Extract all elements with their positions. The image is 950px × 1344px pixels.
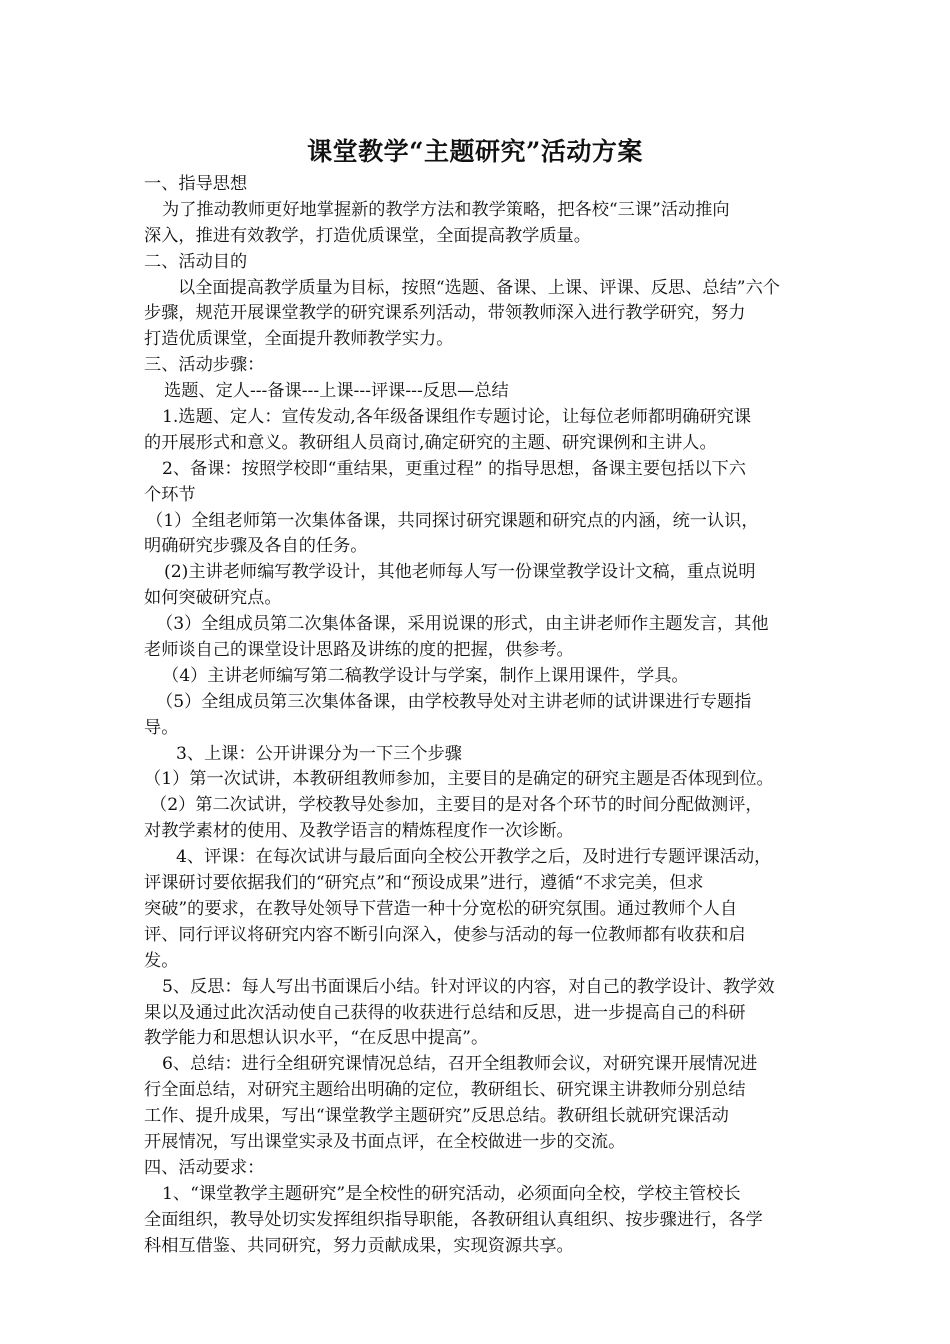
text-line: 以全面提高教学质量为目标，按照“选题、备课、上课、评课、反思、总结”六个 — [178, 277, 780, 298]
text-line: 如何突破研究点。 — [144, 588, 282, 609]
text-line: 老师谈自己的课堂设计思路及讲练的度的把握，供参考。 — [144, 640, 574, 661]
text-line: 深入，推进有效教学，打造优质课堂，全面提高教学质量。 — [144, 225, 591, 246]
text-line: 3、上课：公开讲课分为一下三个步骤 — [176, 743, 462, 764]
text-line: 科相互借鉴、共同研究，努力贡献成果，实现资源共享。 — [144, 1235, 574, 1256]
text-line: (2)主讲老师编写教学设计，其他老师每人写一份课堂教学设计文稿，重点说明 — [164, 562, 756, 583]
text-line: 行全面总结，对研究主题给出明确的定位，教研组长、研究课主讲教师分别总结 — [144, 1080, 746, 1101]
text-line: （1）第一次试讲，本教研组教师参加，主要目的是确定的研究主题是否体现到位。 — [144, 769, 774, 790]
text-line: （3）全组成员第二次集体备课，采用说课的形式，由主讲老师作主题发言，其他 — [156, 614, 769, 635]
text-line: 三、活动步骤： — [144, 355, 265, 376]
text-line: 步骤，规范开展课堂教学的研究课系列活动，带领教师深入进行教学研究，努力 — [144, 303, 746, 324]
text-line: 四、活动要求： — [144, 1157, 265, 1178]
text-line: 6、总结：进行全组研究课情况总结，召开全组教师会议，对研究课开展情况进 — [162, 1054, 758, 1075]
text-line: 二、活动目的 — [144, 251, 248, 272]
text-line: 2、备课：按照学校即“重结果，更重过程” 的指导思想，备课主要包括以下六 — [162, 458, 746, 479]
text-line: 1、“课堂教学主题研究”是全校性的研究活动，必须面向全校，学校主管校长 — [162, 1183, 741, 1204]
text-line: 打造优质课堂，全面提升教师教学实力。 — [144, 329, 454, 350]
text-line: 评课研讨要依据我们的“研究点”和“预设成果”进行，遵循“不求完美，但求 — [144, 873, 704, 894]
text-line: 全面组织，教导处切实发挥组织指导职能，各教研组认真组织、按步骤进行，各学 — [144, 1209, 763, 1230]
text-line: 发。 — [144, 950, 179, 971]
text-line: 明确研究步骤及各自的任务。 — [144, 536, 368, 557]
text-line: 5、反思：每人写出书面课后小结。针对评议的内容，对自己的教学设计、教学效 — [162, 976, 775, 997]
text-line: 4、评课：在每次试讲与最后面向全校公开教学之后，及时进行专题评课活动， — [176, 847, 772, 868]
text-line: （2）第二次试讲，学校教导处参加，主要目的是对各个环节的时间分配做测评， — [150, 795, 763, 816]
text-line: 选题、定人---备课---上课---评课---反思—总结 — [164, 381, 509, 402]
text-line: （5）全组成员第三次集体备课，由学校教导处对主讲老师的试讲课进行专题指 — [156, 691, 752, 712]
text-line: 个环节 — [144, 484, 196, 505]
document-body — [144, 172, 814, 1259]
text-line: （4）主讲老师编写第二稿教学设计与学案，制作上课用课件，学具。 — [162, 665, 689, 686]
text-line: 1.选题、定人：宣传发动,各年级备课组作专题讨论，让每位老师都明确研究课 — [162, 407, 752, 428]
text-line: 开展情况，写出课堂实录及书面点评，在全校做进一步的交流。 — [144, 1131, 626, 1152]
text-line: 一、指导思想 — [144, 174, 248, 194]
text-line: （1）全组老师第一次集体备课，共同探讨研究课题和研究点的内涵，统一认识， — [146, 510, 759, 531]
text-line: 对教学素材的使用、及教学语言的精炼程度作一次诊断。 — [144, 821, 574, 842]
text-line: 突破”的要求，在教导处领导下营造一种十分宽松的研究氛围。通过教师个人自 — [144, 898, 738, 919]
text-line: 教学能力和思想认识水平，“在反思中提高”。 — [144, 1028, 489, 1049]
text-line: 工作、提升成果，写出“课堂教学主题研究”反思总结。教研组长就研究课活动 — [144, 1106, 729, 1127]
document-title: 课堂教学“主题研究”活动方案 — [307, 137, 643, 166]
text-line: 的开展形式和意义。教研组人员商讨,确定研究的主题、研究课例和主讲人。 — [144, 432, 717, 453]
text-line: 为了推动教师更好地掌握新的教学方法和教学策略，把各校“三课”活动推向 — [162, 199, 730, 220]
text-line: 导。 — [144, 717, 179, 738]
text-line: 果以及通过此次活动使自己获得的收获进行总结和反思，进一步提高自己的科研 — [144, 1002, 746, 1023]
text-line: 评、同行评议将研究内容不断引向深入，使参与活动的每一位教师都有收获和启 — [144, 924, 746, 945]
